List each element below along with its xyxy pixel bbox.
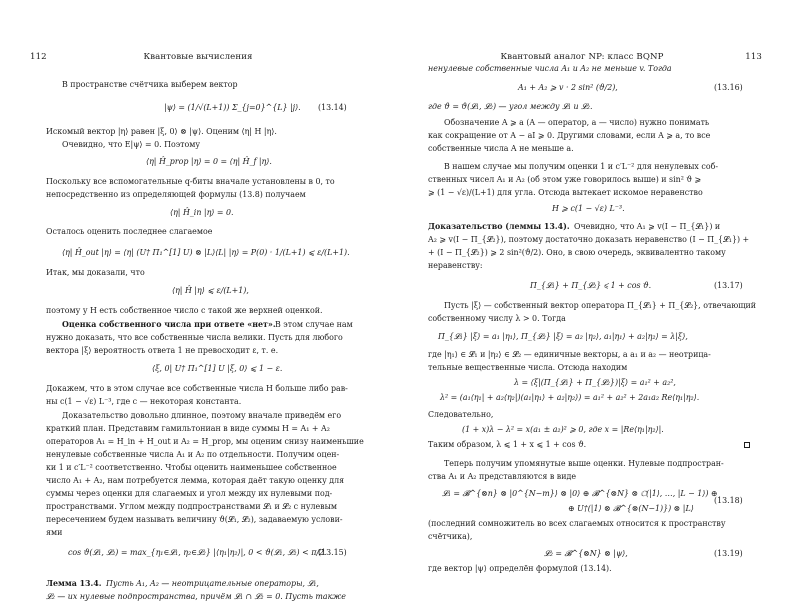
text-line: 𝓛₂ — их нулевые подпространства, причём 𝓛₁ ∩ 𝓛₂ = 0. Пусть также — [46, 592, 346, 601]
text-line: где |η₁⟩ ∈ 𝓛₁ и |η₂⟩ ∈ 𝓛₂ — единичные векторы, a a₁ и a₂ — неотрица- — [428, 350, 711, 359]
text-line: В пространстве счётчика выберем вектор — [62, 80, 238, 89]
running-head: Квантовый аналог NP: класс BQNP — [500, 52, 664, 62]
display-formula: A₁ + A₂ ⩾ v · 2 sin² (ϑ/2), — [518, 83, 618, 92]
text-line: операторов A₁ = H_in + H_out и A₂ = H_prop, мы оценим снизу наименьшие — [46, 437, 364, 446]
display-formula: cos ϑ(𝓛₁, 𝓛₂) = max_{η₁∈𝓛₁, η₂∈𝓛₂} |⟨η₁|η₂⟩|, 0 < ϑ(𝓛₁, 𝓛₂) < π/2. — [68, 548, 327, 557]
display-formula: ⟨ξ, 0| U† Π₁^[1] U |ξ, 0⟩ ⩽ 1 − ε. — [152, 364, 283, 373]
equation-number: (13.17) — [714, 281, 743, 290]
text-line: неравенству: — [428, 261, 483, 270]
display-formula: λ = ⟨ξ|(Π_{𝓛₁} + Π_{𝓛₂})|ξ⟩ = a₁² + a₂², — [514, 378, 676, 387]
display-formula: (1 + x)λ − λ² = x(a₁ ± a₂)² ⩾ 0, где x = |Re⟨η₁|η₂⟩|. — [462, 425, 664, 434]
right-page — [396, 0, 792, 612]
text-line: где вектор |ψ⟩ определён формулой (13.14). — [428, 564, 612, 573]
equation-number: (13.18) — [714, 496, 743, 505]
equation-number: (13.16) — [714, 83, 743, 92]
display-formula: λ² = (a₁⟨η₁| + a₂⟨η₂|)(a₁|η₁⟩ + a₂|η₂⟩) = a₁² + a₂² + 2a₁a₂ Re⟨η₁|η₂⟩. — [440, 393, 700, 402]
page-number: 113 — [745, 52, 762, 62]
text-line: Пусть |ξ⟩ — собственный вектор оператора Π_{𝓛₁} + Π_{𝓛₂}, отвечающий — [444, 301, 757, 310]
text-line: Итак, мы доказали, что — [46, 268, 145, 277]
text-line: Доказательство (леммы 13.4). — [428, 222, 570, 231]
text-line: Осталось оценить последнее слагаемое — [46, 227, 213, 236]
text-line: поэтому у H есть собственное число с такой же верхней оценкой. — [46, 306, 323, 315]
equation-number: (13.14) — [318, 103, 347, 112]
text-line: пересечением будем называть величину ϑ(𝓛₁, 𝓛₂), задаваемую услови- — [46, 515, 343, 524]
text-line: Очевидно, что A₁ ⩾ v(I − Π_{𝓛₁}) и — [574, 222, 721, 231]
equation-number: (13.15) — [318, 548, 347, 557]
display-formula: ⟨η| Ĥ_in |η⟩ = 0. — [170, 208, 234, 217]
text-line: число A₁ + A₂, нам потребуется лемма, которая даёт такую оценку для — [46, 476, 345, 485]
text-line: собственные числа A не меньше a. — [428, 144, 574, 153]
text-line: краткий план. Представим гамильтониан в виде суммы H = A₁ + A₂ — [46, 424, 330, 433]
text-line: (последний сомножитель во всех слагаемых относится к пространству — [428, 519, 726, 528]
display-formula: ⟨η| Ĥ_out |η⟩ = ⟨η| (U† Π₁^[1] U) ⊗ |L⟩⟨L| |η⟩ = P(0) · 1/(L+1) ⩽ ε/(L+1). — [62, 248, 350, 257]
text-line: Поскольку все вспомогательные q-биты вначале установлены в 0, то — [46, 177, 335, 186]
text-line: + (I − Π_{𝓛₂}) ⩾ 2 sin²(ϑ/2). Оно, в свою очередь, эквивалентно такому — [428, 248, 726, 257]
text-line: Теперь получим упомянутые выше оценки. Нулевые подпростран- — [444, 459, 724, 468]
text-line: как сокращение от A − aI ⩾ 0. Другими словами, если A ⩾ a, то все — [428, 131, 711, 140]
text-line: Очевидно, что E|ψ⟩ = 0. Поэтому — [62, 140, 201, 149]
equation-number: (13.19) — [714, 549, 743, 558]
text-line: счётчика), — [428, 532, 473, 541]
text-line: Следовательно, — [428, 410, 494, 419]
text-line: A₂ ⩾ v(I − Π_{𝓛₂}), поэтому достаточно доказать неравенство (I − Π_{𝓛₁}) + — [428, 235, 750, 244]
display-formula: ⟨η| Ĥ_prop |η⟩ = 0 = ⟨η| Ĥ_f |η⟩. — [146, 157, 272, 166]
display-formula: Π_{𝓛₁} |ξ⟩ = a₁ |η₁⟩, Π_{𝓛₂} |ξ⟩ = a₂ |η₂⟩, a₁|η₁⟩ + a₂|η₂⟩ = λ|ξ⟩, — [438, 332, 688, 341]
text-line: где ϑ = ϑ(𝓛₁, 𝓛₂) — угол между 𝓛₁ и 𝓛₂. — [428, 102, 593, 111]
text-line: ки 1 и c′L⁻² соответственно. Чтобы оценить наименьшее собственное — [46, 463, 337, 472]
text-line: Таким образом, λ ⩽ 1 + x ⩽ 1 + cos ϑ. — [428, 440, 587, 449]
text-line: непосредственно из определяющей формулы (13.8) получаем — [46, 190, 306, 199]
text-line: собственному числу λ > 0. Тогда — [428, 314, 566, 323]
text-line: В этом случае нам — [275, 320, 353, 329]
text-line: Искомый вектор |η⟩ равен |ξ, 0⟩ ⊗ |ψ⟩. Оценим ⟨η| H |η⟩. — [46, 127, 277, 136]
display-formula: H ⩾ c(1 − √ε) L⁻³. — [552, 204, 625, 213]
text-line: Пусть A₁, A₂ — неотрицательные операторы, 𝓛₁, — [106, 579, 319, 588]
text-line: пространствами. Углом между подпространствами 𝓛₁ и 𝓛₂ с нулевым — [46, 502, 338, 511]
text-line: ства A₁ и A₂ представляются в виде — [428, 472, 577, 481]
text-line: ственных чисел A₁ и A₂ (об этом уже говорилось выше) и sin² ϑ ⩾ — [428, 175, 702, 184]
display-formula: |ψ⟩ = (1/√(L+1)) Σ_{j=0}^{L} |j⟩. — [164, 103, 301, 112]
display-formula: ⟨η| Ĥ |η⟩ ⩽ ε/(L+1), — [172, 286, 249, 295]
display-formula: ⊕ U†(|1⟩ ⊗ 𝓑^{⊗(N−1)}) ⊗ |L⟩ — [568, 504, 694, 513]
text-line: тельные вещественные числа. Отсюда находим — [428, 363, 628, 372]
text-line: ями — [46, 528, 63, 537]
text-line: Доказательство довольно длинное, поэтому вначале приведём его — [62, 411, 342, 420]
page-number: 112 — [30, 52, 47, 62]
text-line: Лемма 13.4. — [46, 579, 102, 588]
text-line: вектора |ξ⟩ вероятность ответа 1 не превосходит ε, т. е. — [46, 346, 279, 355]
text-line: ны c(1 − √ε) L⁻³, где c — некоторая константа. — [46, 397, 242, 406]
qed-box-icon — [744, 442, 750, 448]
display-formula: Π_{𝓛₁} + Π_{𝓛₂} ⩽ 1 + cos ϑ. — [530, 281, 652, 290]
text-line: суммы через оценки для слагаемых и угол между их нулевыми под- — [46, 489, 333, 498]
text-line: Докажем, что в этом случае все собственные числа H больше либо рав- — [46, 384, 348, 393]
text-line: ненулевые собственные числа A₁ и A₂ не меньше v. Тогда — [428, 64, 672, 73]
text-line: Обозначение A ⩾ a (A — оператор, a — число) нужно понимать — [444, 118, 710, 127]
text-line: В нашем случае мы получим оценки 1 и c′L⁻² для ненулевых соб- — [444, 162, 718, 171]
display-formula: 𝓛₁ = 𝓑^{⊗n} ⊗ |0^{N−m}⟩ ⊗ |0⟩ ⊕ 𝓑^{⊗N} ⊗ ℂ(|1⟩, …, |L − 1⟩) ⊕ — [442, 489, 718, 498]
running-head: Квантовые вычисления — [143, 52, 253, 62]
text-line: ⩾ (1 − √ε)/(L+1) для угла. Отсюда вытекает искомое неравенство — [428, 188, 703, 197]
text-line: нужно доказать, что все собственные числа велики. Пусть для любого — [46, 333, 343, 342]
text-line: Оценка собственного числа при ответе «нет». — [62, 320, 276, 329]
display-formula: 𝓛₂ = 𝓑^{⊗N} ⊗ |ψ⟩, — [544, 549, 628, 558]
text-line: ненулевые собственные числа A₁ и A₂ по отдельности. Получим оцен- — [46, 450, 340, 459]
